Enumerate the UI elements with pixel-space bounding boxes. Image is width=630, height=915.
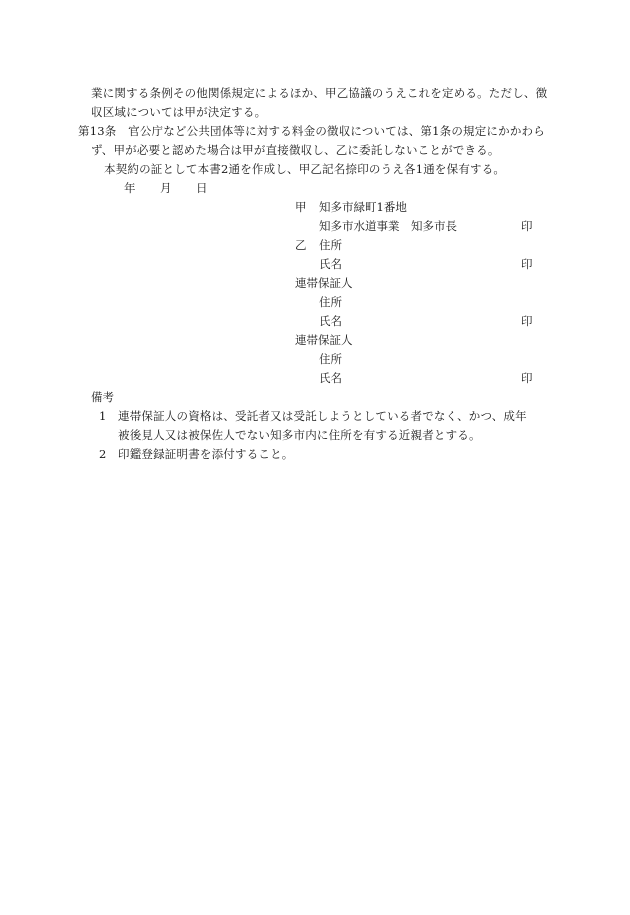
note-number: 2: [99, 447, 107, 461]
notes-heading: 備考: [91, 390, 114, 404]
name-label: 氏名: [319, 371, 342, 385]
article-13-line: ず、甲が必要と認めた場合は甲が直接徴収し、乙に委託しないことができる。: [91, 143, 500, 157]
paragraph-line: 収区域については甲が決定する。: [91, 105, 267, 119]
note-number: 1: [99, 409, 107, 423]
seal-mark: 印: [521, 371, 533, 385]
note-text: 印鑑登録証明書を添付すること。: [118, 447, 294, 461]
party-ko-label: 甲: [295, 200, 307, 214]
seal-mark: 印: [521, 314, 533, 328]
seal-mark: 印: [521, 219, 533, 233]
article-13-line: 第13条 官公庁など公共団体等に対する料金の徴収については、第1条の規定にかかわら: [78, 124, 545, 138]
note-text: 連帯保証人の資格は、受託者又は受託しようとしている者でなく、かつ、成年: [118, 409, 527, 423]
note-text: 被後見人又は被保佐人でない知多市内に住所を有する近親者とする。: [118, 428, 481, 442]
address-label: 住所: [319, 238, 342, 252]
address-label: 住所: [319, 295, 342, 309]
date-month: 月: [160, 181, 172, 195]
party-ko-name: 知多市水道事業 知多市長: [319, 219, 457, 233]
address-label: 住所: [319, 352, 342, 366]
party-ko-address: 知多市緑町1番地: [319, 200, 407, 214]
date-year: 年: [124, 181, 136, 195]
witness-clause: 本契約の証として本書2通を作成し、甲乙記名捺印のうえ各1通を保有する。: [104, 162, 506, 176]
name-label: 氏名: [319, 314, 342, 328]
name-label: 氏名: [319, 257, 342, 271]
paragraph-line: 業に関する条例その他関係規定によるほか、甲乙協議のうえこれを定める。ただし、徴: [91, 86, 548, 100]
seal-mark: 印: [521, 257, 533, 271]
date-day: 日: [196, 181, 208, 195]
guarantor-label: 連帯保証人: [295, 276, 353, 290]
party-otsu-label: 乙: [295, 238, 307, 252]
guarantor-label: 連帯保証人: [295, 333, 353, 347]
